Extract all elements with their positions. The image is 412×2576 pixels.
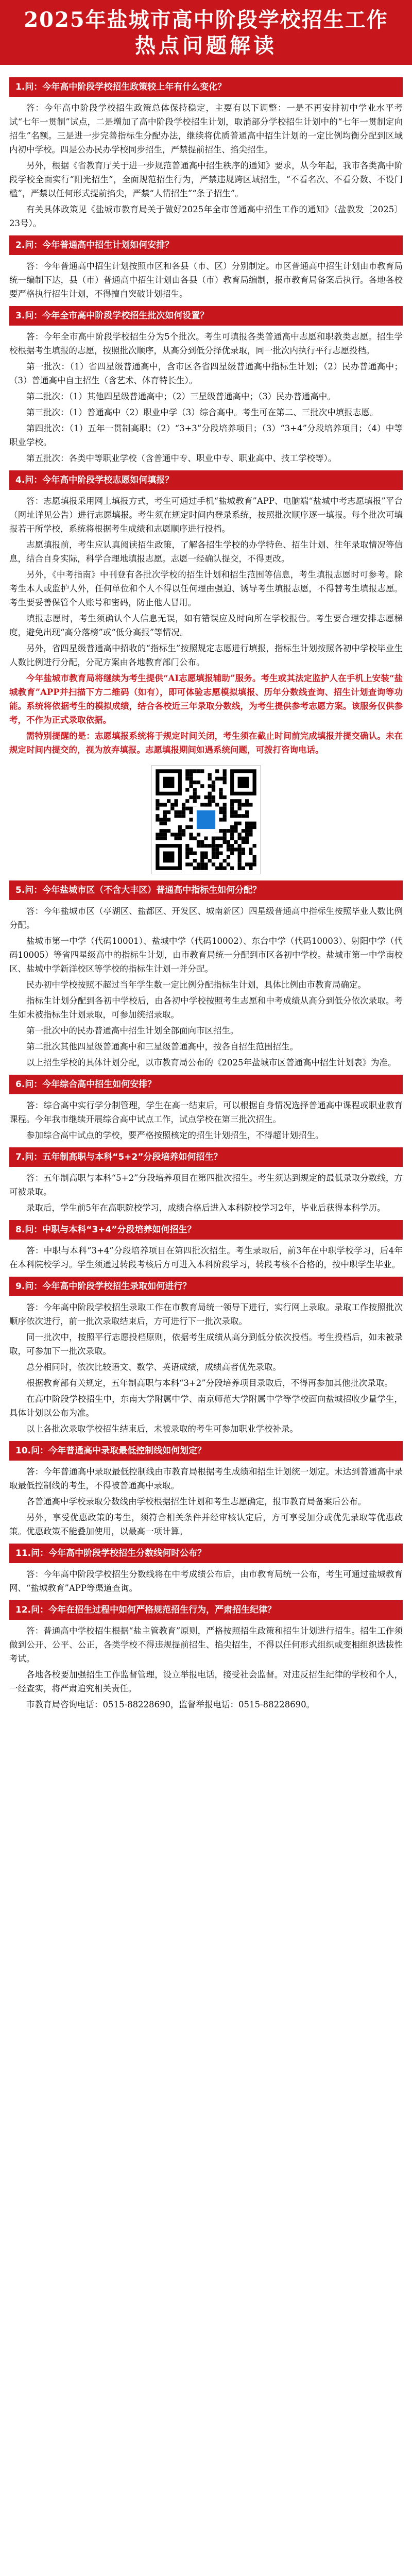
- answer-paragraph: 以上各批次录取学校招生结束后，未被录取的考生可参加职业学校补录。: [26, 1424, 298, 1434]
- question-bar: 5.问：今年盐城市区（不含大丰区）普通高中指标生如何分配？: [9, 880, 403, 900]
- answer-paragraph: 填报志愿时，考生须确认个人信息无误，如有错误应及时向所在学校报告。考生要合理安排志愿梯度，避免出现“高分落榜”或“低分高报”等情况。: [9, 614, 403, 637]
- question-bar: 8.问：中职与本科“3+4”分段培养如何招生？: [9, 1220, 403, 1240]
- qa-content: [0, 65, 412, 1711]
- answer-paragraph: 有关具体政策见《盐城市教育局关于做好2025年全市普通高中招生工作的通知》（盐教发〔2025〕23号）。: [9, 205, 403, 228]
- answer-paragraph: 总分相同时，依次比较语文、数学、英语成绩，成绩高者优先录取。: [26, 1362, 281, 1372]
- answer-paragraph: 第二批次：（1）其他四星级普通高中；（2）三星级普通高中；（3）民办普通高中。: [26, 392, 336, 401]
- answer-paragraph: 在高中阶段学校招生中，东南大学附属中学、南京师范大学附属中学等学校面向盐城招收少量学生，具体计划以公布为准。: [9, 1394, 403, 1418]
- highlight-paragraph: 今年盐城市教育局将继续为考生提供“AI志愿填报辅助”服务。考生或其法定监护人在手机上安装“盐城教育”APP并扫描下方二维码（如有），即可体验志愿模拟填报、历年分数线查询、招生计划查询等功能。系统将依据考生的模拟成绩，结合各校近三年录取分数线，为考生提供参考志愿方案。该服务仅供参考，不作为正式录取依据。: [9, 673, 403, 725]
- answer-paragraph: 答：普通高中学校招生根据“盐主管教育”原则，严格按照招生政策和招生计划进行招生。招生工作须做到公开、公平、公正，各类学校不得违规提前招生、掐尖招生，不得以任何形式组织或变相组织选拔性考试。: [9, 1626, 403, 1664]
- question-bar: 3.问：今年全市高中阶段学校招生批次如何设置？: [9, 306, 403, 326]
- answer-paragraph: 第一批次中的民办普通高中招生计划全部面向市区招生。: [26, 1026, 239, 1036]
- question-bar: 1.问：今年高中阶段学校招生政策较上年有什么变化？: [9, 77, 403, 97]
- answer-paragraph: 各地各校要加强招生工作监督管理，设立举报电话，接受社会监督。对违反招生纪律的学校和个人，一经查实，将严肃追究相关责任。: [9, 1670, 403, 1693]
- answer-paragraph: 答：今年全市高中阶段学校招生分为5个批次。考生可填报各类普通高中志愿和职教类志愿。招生学校根据考生填报的志愿，按照批次顺序，从高分到低分择优录取，同一批次内执行平行志愿投档。: [9, 332, 403, 355]
- answer-paragraph: 各普通高中学校录取分数线由学校根据招生计划和考生志愿确定，报市教育局备案后公布。: [26, 1497, 366, 1506]
- answer-paragraph: 民办初中学校按照不超过当年学生数一定比例分配指标生计划，具体比例由市教育局确定。: [26, 980, 366, 990]
- question-bar: 11.问：今年高中阶段学校招生分数线何时公布？: [9, 1544, 403, 1563]
- masthead: [0, 0, 412, 65]
- answer-paragraph: 另外，根据《省教育厅关于进一步规范普通高中招生秩序的通知》要求，从今年起，我市各类高中阶段学校全面实行“阳光招生”，全面规范招生行为，严禁违规跨区域招生，“不看名次、不看分数、不设门槛”，严禁以任何形式提前掐尖，严禁“人情招生”“条子招生”。: [9, 161, 403, 198]
- answer-paragraph: 答：今年高中阶段学校招生政策总体保持稳定，主要有以下调整：一是不再安排初中学业水平考试“七年一贯制”试点，二是增加了高中阶段学校招生计划，取消部分学校招生计划中的“七年一贯制定向招生”名额。三是进一步完善指标生分配办法，继续将优质普通高中招生计划的一定比例均衡分配到区域内初中学校。四是公办民办学校同步招生，严禁提前招生、掐尖招生。: [9, 103, 403, 155]
- answer-paragraph: 另外，省四星级普通高中招收的“指标生”按照规定志愿进行填报，指标生计划按照各初中学校毕业生人数比例进行分配，分配方案由各地教育部门公布。: [9, 643, 403, 667]
- answer-paragraph: 答：综合高中实行学分制管理，学生在高一结束后，可以根据自身情况选择普通高中课程或职业教育课程。今年我市继续开展综合高中试点工作，试点学校在第三批次招生。: [9, 1100, 403, 1124]
- answer-paragraph: 志愿填报前，考生应认真阅读招生政策，了解各招生学校的办学特色、招生计划、往年录取情况等信息，结合自身实际，科学合理地填报志愿。志愿一经确认提交，不得更改。: [9, 540, 403, 564]
- question-bar: 9.问：今年高中阶段学校招生录取如何进行？: [9, 1277, 403, 1296]
- answer-paragraph: 答：今年高中阶段学校招生分数线将在中考成绩公布后，由市教育局统一公布，考生可通过盐城教育网、“盐城教育”APP等渠道查询。: [9, 1569, 403, 1593]
- qr-code-wrap: [9, 765, 403, 874]
- answer-paragraph: 市教育局咨询电话：0515-88228690，监督举报电话：0515-88228690。: [26, 1700, 315, 1709]
- answer-paragraph: 答：今年普通高中录取最低控制线由市教育局根据考生成绩和招生计划统一划定。未达到普通高中录取最低控制线的考生，不得被普通高中录取。: [9, 1467, 403, 1490]
- answer-paragraph: 指标生计划分配到各初中学校后，由各初中学校按照考生志愿和中考成绩从高分到低分依次录取。考生如未被指标生计划录取，可参加统招录取。: [9, 996, 403, 1020]
- answer-paragraph: 录取后，学生前5年在高职院校学习，成绩合格后进入本科院校学习2年，毕业后获得本科学历。: [26, 1203, 386, 1213]
- question-bar: 10.问：今年普通高中录取最低控制线如何划定？: [9, 1441, 403, 1461]
- answer-paragraph: 第三批次：（1）普通高中（2）职业中学（3）综合高中。考生可在第二、三批次中填报志愿。: [26, 408, 379, 417]
- answer-paragraph: 第一批次：（1）省四星级普通高中，含市区各省四星级普通高中指标生计划；（2）民办普通高中；（3）普通高中自主招生（含艺术、体育特长生）。: [9, 362, 403, 385]
- answer-paragraph: 根据教育部有关规定，五年制高职与本科“3+2”分段培养项目录取后，不得再参加其他批次录取。: [26, 1378, 393, 1388]
- qr-code-icon[interactable]: [151, 765, 261, 874]
- answer-paragraph: 同一批次中，按照平行志愿投档原则，依据考生成绩从高分到低分依次投档。考生投档后，如未被录取，可参加下一批次录取。: [9, 1332, 403, 1356]
- answer-paragraph: 盐城市第一中学（代码10001）、盐城中学（代码10002）、东台中学（代码10003）、射阳中学（代码10005）等省四星级高中的指标生计划，由市教育局统一分配到市区各初中学校。盐城市第一中学南校区、盐城中学新洋校区等学校的指标生计划一并分配。: [9, 936, 403, 974]
- answer-paragraph: 另外，享受优惠政策的考生，须符合相关条件并经审核认定后，方可享受加分或优先录取等优惠政策。优惠政策不能叠加使用，以最高一项计算。: [9, 1513, 403, 1536]
- answer-paragraph: 答：今年普通高中招生计划按照市区和各县（市、区）分别制定。市区普通高中招生计划由市教育局统一编制下达，县（市）普通高中招生计划由各县（市）教育局编制，报市教育局备案后执行。各地各校要严格执行招生计划，不得擅自突破计划招生。: [9, 261, 403, 299]
- question-bar: 7.问：五年制高职与本科“5+2”分段培养如何招生？: [9, 1147, 403, 1167]
- page-title-line1: 2025年盐城市高中阶段学校招生工作: [24, 8, 388, 32]
- answer-paragraph: 以上招生学校的具体计划分配，以市教育局公布的《2025年盐城市区普通高中招生计划表》为准。: [26, 1058, 397, 1067]
- answer-paragraph: 另外，《中考指南》中刊登有各批次学校的招生计划和招生范围等信息，考生填报志愿时可参考。除考生本人或监护人外，任何单位和个人不得以任何理由强迫、诱导考生填报志愿，不得替考生填报志愿。考生要妥善保管个人账号和密码，防止他人冒用。: [9, 570, 403, 607]
- answer-paragraph: 第五批次：各类中等职业学校（含普通中专、职业中专、职业高中、技工学校等）。: [26, 453, 337, 463]
- answer-paragraph: 答：志愿填报采用网上填报方式，考生可通过手机“盐城教育”APP、电脑端“盐城中考志愿填报”平台（网址详见公告）进行志愿填报。考生须在规定时间内登录系统，按照批次顺序逐一填报。每个批次可填报若干所学校，系统将根据考生成绩和志愿顺序进行投档。: [9, 496, 403, 534]
- highlight-paragraph: 需特别提醒的是：志愿填报系统将于规定时间关闭，考生须在截止时间前完成填报并提交确认。未在规定时间内提交的，视为放弃填报。志愿填报期间如遇系统问题，可拨打咨询电话。: [9, 731, 403, 755]
- question-bar: 4.问：今年高中阶段学校志愿如何填报？: [9, 470, 403, 490]
- answer-paragraph: 答：今年盐城市区（亭湖区、盐都区、开发区、城南新区）四星级普通高中指标生按照毕业人数比例分配。: [9, 906, 403, 930]
- answer-paragraph: 第二批次其他四星级普通高中和三星级普通高中，按各自招生范围招生。: [26, 1042, 298, 1052]
- question-bar: 12.问：今年在招生过程中如何严格规范招生行为，严肃招生纪律？: [9, 1600, 403, 1620]
- answer-paragraph: 答：今年高中阶段学校招生录取工作在市教育局统一领导下进行，实行网上录取。录取工作按照批次顺序依次进行，前一批次录取结束后，方可进行下一批次录取。: [9, 1302, 403, 1326]
- answer-paragraph: 答：五年制高职与本科“5+2”分段培养项目在第四批次招生。考生须达到规定的最低录取分数线，方可被录取。: [9, 1173, 403, 1197]
- question-bar: 2.问：今年普通高中招生计划如何安排？: [9, 235, 403, 255]
- page-title-line2: 热点问题解读: [135, 33, 277, 58]
- answer-paragraph: 第四批次：（1）五年一贯制高职；（2）“3+3”分段培养项目；（3）“3+4”分段培养项目；（4）中等职业学校。: [9, 423, 403, 447]
- answer-paragraph: 参加综合高中试点的学校，要严格按照核定的招生计划招生，不得超计划招生。: [26, 1130, 324, 1140]
- question-bar: 6.问：今年综合高中招生如何安排？: [9, 1075, 403, 1094]
- answer-paragraph: 答：中职与本科“3+4”分段培养项目在第四批次招生。考生录取后，前3年在中职学校学习，后4年在本科院校学习。学生须通过转段考核后方可进入本科阶段学习，转段考核不合格的，按中职学生毕业。: [9, 1246, 403, 1269]
